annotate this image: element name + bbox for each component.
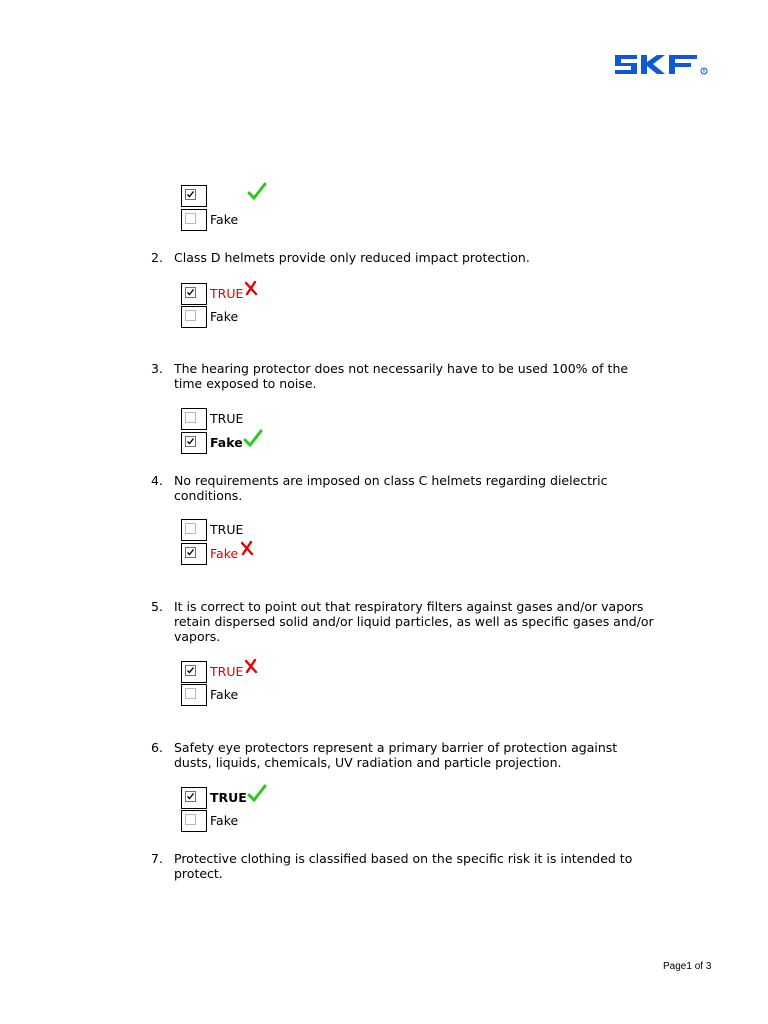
option-label: Fake <box>210 813 239 828</box>
checkbox-checked-icon <box>185 791 196 802</box>
checkbox[interactable] <box>181 684 207 706</box>
checkbox[interactable] <box>181 661 207 683</box>
option-label: Fake <box>210 546 239 561</box>
checkbox-checked-icon <box>185 287 196 298</box>
checkbox[interactable] <box>181 209 207 231</box>
option-label: Fake <box>210 687 239 702</box>
option-label: TRUE <box>210 411 244 426</box>
skf-logo <box>613 50 712 77</box>
checkbox-unchecked-icon <box>185 688 196 699</box>
checkbox[interactable] <box>181 519 207 541</box>
checkbox-checked-icon <box>185 665 196 676</box>
checkbox-unchecked-icon <box>185 310 196 321</box>
option-label: Fake <box>210 309 239 324</box>
question-number: 2. <box>151 250 163 265</box>
checkbox-checked-icon <box>185 189 196 200</box>
svg-text:R: R <box>702 68 706 74</box>
question-number: 5. <box>151 599 163 614</box>
option-label: Fake <box>210 435 243 450</box>
question-number: 4. <box>151 473 163 488</box>
option-label: TRUE <box>210 286 244 301</box>
check-icon <box>247 182 267 202</box>
checkbox[interactable] <box>181 408 207 430</box>
question-text: The hearing protector does not necessarily have to be used 100% of the time exposed to noise. <box>174 361 629 391</box>
cross-icon <box>244 658 258 674</box>
option-label: TRUE <box>210 790 247 805</box>
question-number: 7. <box>151 851 163 866</box>
check-icon <box>243 429 263 449</box>
checkbox-unchecked-icon <box>185 412 196 423</box>
question-text: Protective clothing is classified based on the specific risk it is intended to protect. <box>174 851 633 881</box>
checkbox-unchecked-icon <box>185 213 196 224</box>
cross-icon <box>244 280 258 296</box>
question-text: Safety eye protectors represent a primary barrier of protection against dusts, liquids, chemicals, UV radiation and particle projection. <box>174 740 618 770</box>
checkbox[interactable] <box>181 306 207 328</box>
check-icon <box>247 784 267 804</box>
option-label: TRUE <box>210 522 244 537</box>
checkbox-checked-icon <box>185 436 196 447</box>
checkbox[interactable] <box>181 185 207 207</box>
checkbox-unchecked-icon <box>185 523 196 534</box>
cross-icon <box>240 540 254 556</box>
checkbox[interactable] <box>181 787 207 809</box>
option-label: TRUE <box>210 664 244 679</box>
question-text: No requirements are imposed on class C helmets regarding dielectric conditions. <box>174 473 608 503</box>
checkbox-checked-icon <box>185 547 196 558</box>
checkbox[interactable] <box>181 432 207 454</box>
checkbox[interactable] <box>181 543 207 565</box>
checkbox-unchecked-icon <box>185 814 196 825</box>
checkbox[interactable] <box>181 810 207 832</box>
question-number: 6. <box>151 740 163 755</box>
option-label: Fake <box>210 212 239 227</box>
question-number: 3. <box>151 361 163 376</box>
question-text: It is correct to point out that respiratory filters against gases and/or vapors retain dispersed solid and/or liquid particles, as well as specific gases and/or vapors. <box>174 599 654 644</box>
question-text: Class D helmets provide only reduced impact protection. <box>174 250 530 265</box>
page-indicator: Page1 of 3 <box>663 961 712 972</box>
checkbox[interactable] <box>181 283 207 305</box>
